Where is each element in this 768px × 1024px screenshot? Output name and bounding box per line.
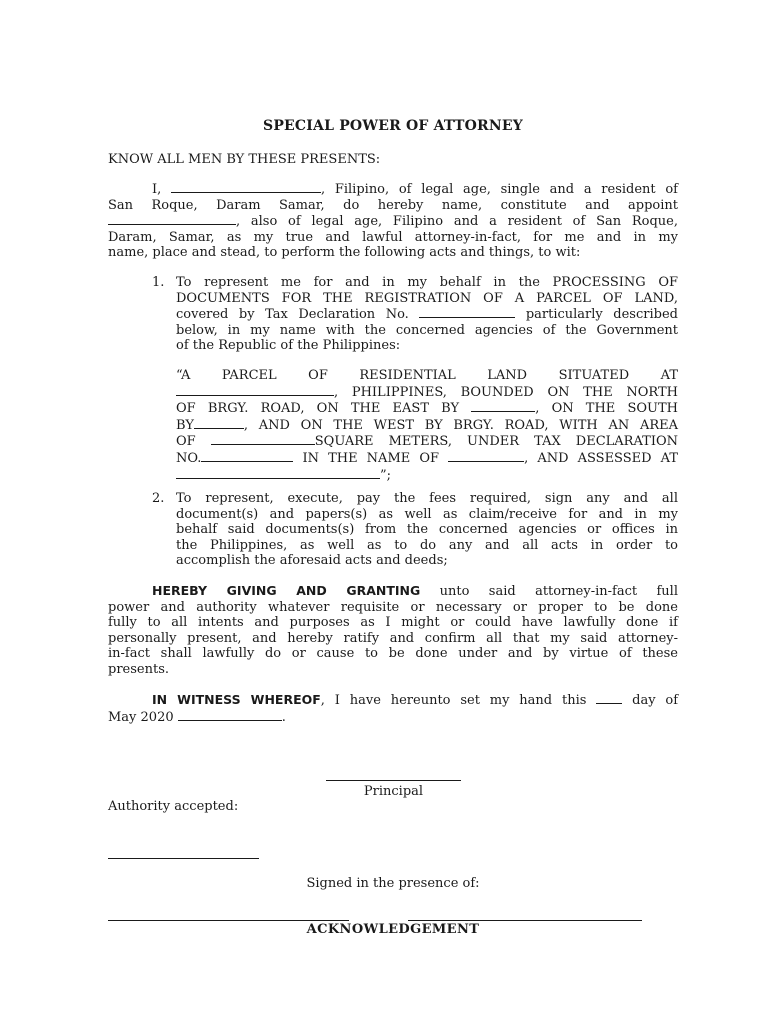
para1-text: , also of legal age, Filipino and a resident of San Roque,: [236, 214, 678, 230]
south-boundary-blank: [194, 417, 244, 429]
granting-heading: HEREBY GIVING AND GRANTING: [152, 583, 421, 598]
item1-text: particularly described: [525, 307, 678, 323]
acknowledgement-heading: ACKNOWLEDGEMENT: [306, 922, 480, 937]
granting-text: presents.: [108, 661, 169, 677]
witness-paragraph: [108, 692, 678, 725]
quote-text: OF BRGY. ROAD, ON THE EAST BY: [176, 401, 460, 417]
quote-text: IN THE NAME OF: [302, 450, 440, 466]
granting-text: unto said attorney-in-fact full: [439, 584, 678, 599]
item2-text: the Philippines, as well as to do any and all acts in order to: [176, 537, 678, 553]
witness-text: .: [281, 709, 286, 725]
quote-text: NO.: [176, 450, 202, 466]
quote-text: SQUARE METERS, UNDER TAX DECLARATION: [314, 434, 678, 450]
quote-text: , AND ON THE WEST BY BRGY. ROAD, WITH AN AREA: [243, 417, 678, 433]
witness-text: day of: [632, 693, 679, 708]
granting-text: power and authority whatever requisite or necessary or proper to be done: [108, 599, 678, 615]
item1-text: below, in my name with the concerned agencies of the Government: [176, 322, 678, 338]
tax-declaration-blank: [419, 306, 515, 318]
para1-text: I,: [152, 182, 162, 197]
granting-text: fully to all intents and purposes as I might or could have lawfully done if: [108, 615, 678, 631]
quote-text: , PHILIPPINES, BOUNDED ON THE NORTH: [334, 384, 678, 400]
granting-text: in-fact shall lawfully do or cause to be done under and by virtue of these: [108, 646, 678, 662]
quote-text: BY: [176, 417, 194, 433]
quote-text: ”;: [380, 467, 392, 483]
granting-text: personally present, and hereby ratify and confirm all that my said attorney-: [108, 630, 678, 646]
item2-text: document(s) and papers(s) as well as claim/receive for and in my: [176, 506, 678, 522]
quote-text: OF: [176, 434, 196, 450]
item2-text: accomplish the aforesaid acts and deeds;: [176, 553, 448, 569]
witness-1-signature-line: [108, 920, 349, 921]
witness-text: , I have hereunto set my hand this: [320, 693, 587, 708]
para1-text: Daram, Samar, as my true and lawful attorney-in-fact, for me and in my: [108, 229, 678, 245]
owner-name-blank: [448, 450, 524, 462]
area-blank: [211, 433, 315, 445]
granting-paragraph: [108, 583, 678, 678]
item1-text: covered by Tax Declaration No.: [176, 307, 409, 323]
witness-text: May 2020: [108, 709, 174, 725]
principal-name-blank: [171, 181, 321, 193]
presence-label: Signed in the presence of:: [306, 876, 480, 891]
item1-text: To represent me for and in my behalf in the PROCESSING OF: [176, 275, 678, 290]
witness-2-signature-line: [408, 920, 642, 921]
land-description-quote: [176, 368, 678, 483]
tax-declaration-no-blank: [201, 450, 293, 462]
para1-text: San Roque, Daram Samar, do hereby name, constitute and appoint: [108, 197, 678, 213]
quote-text: , ON THE SOUTH: [535, 401, 678, 417]
item1-text: DOCUMENTS FOR THE REGISTRATION OF A PARCEL OF LAND,: [176, 290, 678, 306]
list-number: 1.: [152, 275, 165, 290]
para1-text: , Filipino, of legal age, single and a resident of: [321, 182, 678, 197]
item2-text: To represent, execute, pay the fees required, sign any and all: [176, 491, 678, 506]
witness-heading: IN WITNESS WHEREOF: [152, 692, 321, 707]
attorney-name-blank: [108, 213, 236, 225]
assessed-value-blank: [176, 467, 380, 479]
quote-text: “A PARCEL OF RESIDENTIAL LAND SITUATED AT: [176, 368, 678, 383]
appointment-paragraph: [108, 181, 678, 261]
para1-text: name, place and stead, to perform the following acts and things, to wit:: [108, 245, 581, 261]
item1-text: of the Republic of the Philippines:: [176, 338, 401, 354]
document-title: SPECIAL POWER OF ATTORNEY: [263, 118, 523, 134]
location-blank: [176, 384, 334, 396]
date-blank: [178, 709, 282, 721]
day-blank: [596, 692, 622, 704]
principal-label: Principal: [363, 784, 424, 799]
east-boundary-blank: [471, 400, 535, 412]
item2-text: behalf said documents(s) from the concerned agencies or offices in: [176, 522, 678, 538]
list-number: 2.: [152, 491, 165, 506]
principal-signature-line: [326, 780, 461, 781]
attorney-signature-line: [108, 858, 259, 859]
intro-line: KNOW ALL MEN BY THESE PRESENTS:: [108, 152, 381, 167]
quote-text: , AND ASSESSED AT: [524, 450, 678, 466]
authority-accepted-label: Authority accepted:: [108, 799, 239, 814]
